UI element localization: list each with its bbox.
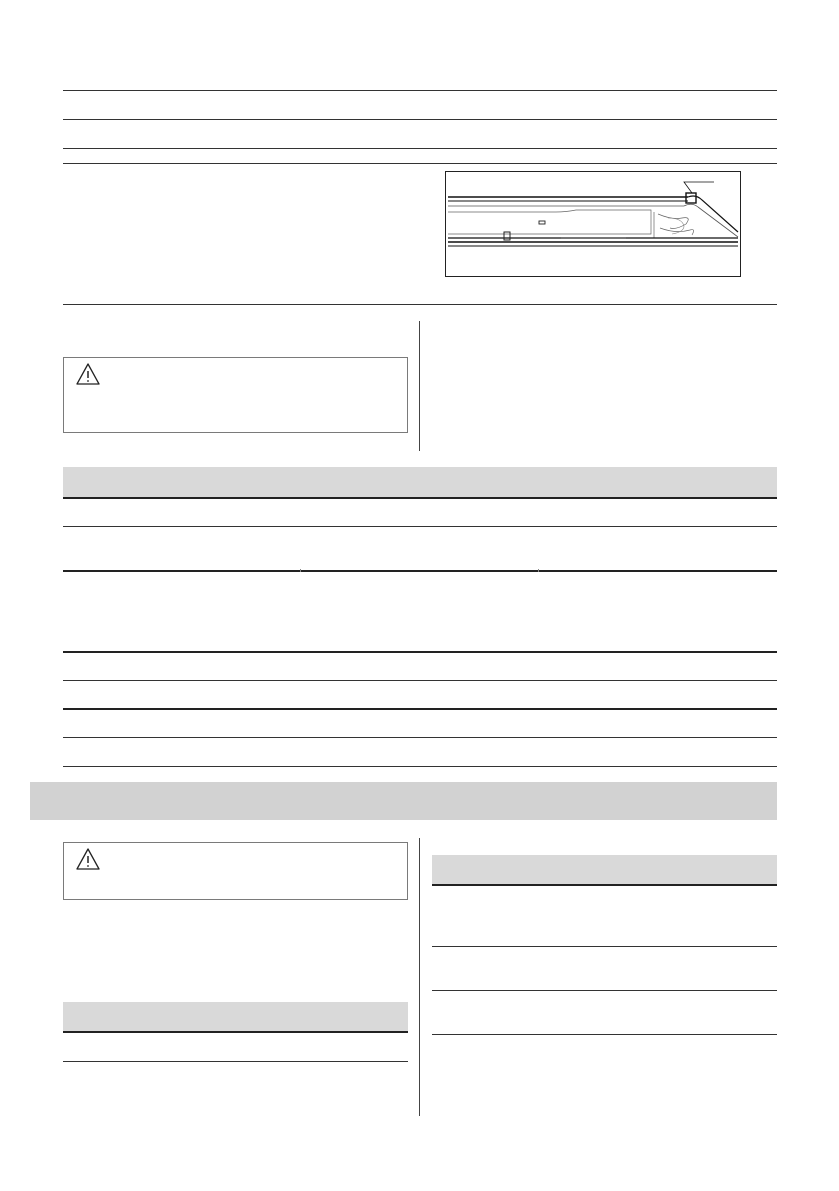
table-cell-divider-2 <box>538 569 539 572</box>
bottom-right-table-rule-1 <box>432 946 777 947</box>
top-rule-1 <box>63 90 777 91</box>
bottom-right-table-header <box>432 855 777 885</box>
shelf-rail-figure <box>445 171 741 277</box>
warning-triangle-icon <box>76 363 100 385</box>
table-rule-5 <box>63 708 777 710</box>
table-rule-3 <box>63 651 777 653</box>
bottom-right-table-rule-2 <box>432 990 777 991</box>
top-rule-5 <box>63 304 777 305</box>
table-header-band <box>63 467 777 498</box>
bottom-left-table-rule <box>63 1061 408 1062</box>
table-rule-4 <box>63 680 777 681</box>
top-rule-2 <box>63 119 777 120</box>
table-rule-6 <box>63 737 777 738</box>
section-header-band <box>30 782 777 820</box>
warning-box-top <box>63 357 408 433</box>
warning-triangle-icon <box>76 848 100 870</box>
table-cell-divider-1 <box>300 569 301 572</box>
warning-box-bottom <box>63 842 408 900</box>
column-divider-bottom <box>419 838 420 1116</box>
table-rule-7 <box>63 766 777 767</box>
column-divider-top <box>419 321 420 451</box>
bottom-left-table-header <box>63 1002 408 1032</box>
oven-shelf-rail-diagram <box>446 172 740 276</box>
table-header-rule <box>63 497 777 499</box>
bottom-right-table-header-rule <box>432 884 777 886</box>
bottom-right-table-rule-3 <box>432 1034 777 1035</box>
table-rule-2 <box>63 570 777 572</box>
bottom-left-table-header-rule <box>63 1031 408 1033</box>
top-rule-4 <box>63 163 777 164</box>
table-rule-1 <box>63 526 777 527</box>
top-rule-3 <box>63 148 777 149</box>
